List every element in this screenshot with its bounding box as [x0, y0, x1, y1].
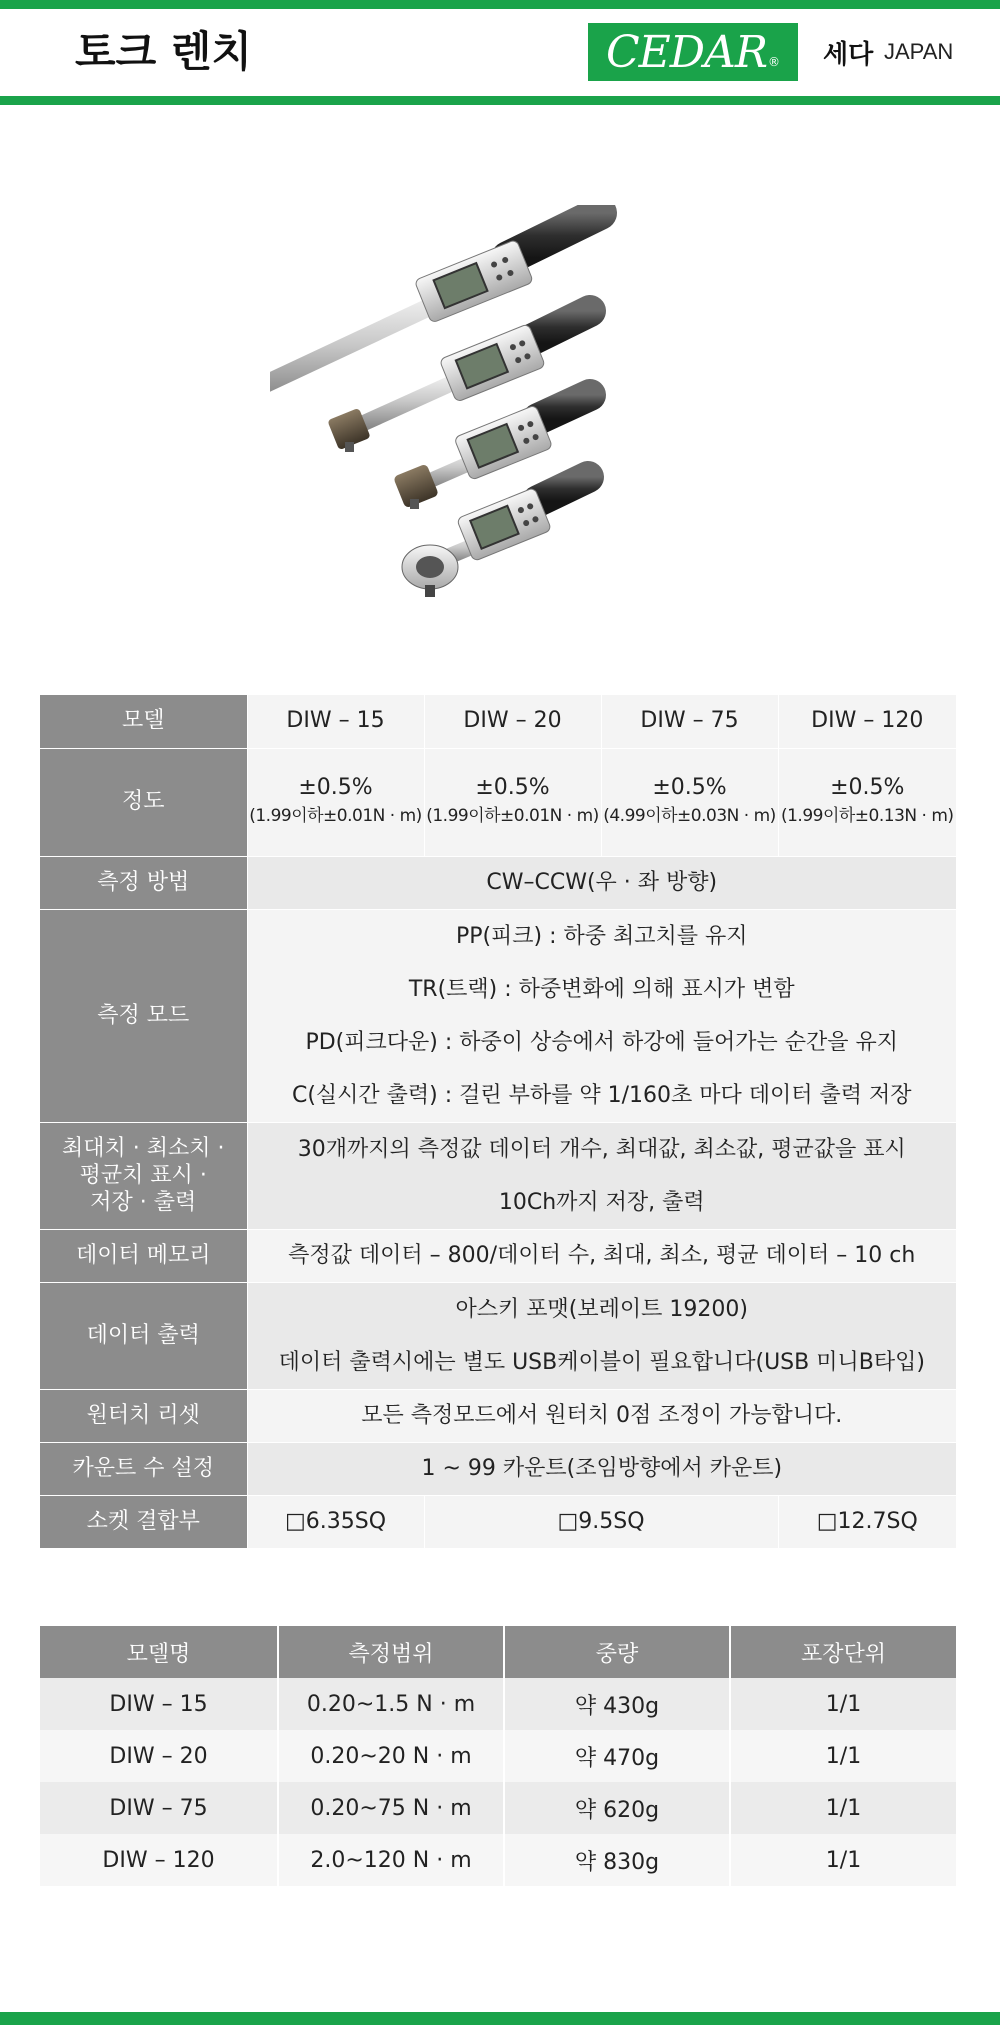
accuracy-value: ±0.5%: [298, 775, 373, 800]
spec-row-socket: [40, 1495, 956, 1548]
mode-line: PD(피크다운) : 하중이 상승에서 하강에 들어가는 순간을 유지: [305, 1029, 899, 1055]
output-line: 아스키 포맷(보레이트 19200): [455, 1296, 748, 1322]
registered-mark: ®: [767, 55, 780, 69]
range-cell: 0.20~75 N · m: [278, 1782, 504, 1834]
spec-stats-value: [247, 1122, 956, 1229]
table-row: [40, 1834, 956, 1886]
column-header: 포장단위: [730, 1626, 956, 1678]
spec-label-accuracy: 정도: [40, 748, 247, 856]
table-row: [40, 1782, 956, 1834]
accuracy-value: ±0.5%: [475, 775, 550, 800]
spec-reset-value: 모든 측정모드에서 원터치 0점 조정이 가능합니다.: [247, 1389, 956, 1442]
spec-memory-value: 측정값 데이터 – 800/데이터 수, 최대, 최소, 평균 데이터 – 10 ch: [247, 1229, 956, 1282]
spec-row-reset: [40, 1389, 956, 1442]
range-cell: 2.0~120 N · m: [278, 1834, 504, 1886]
digital-torque-wrench-set-icon: [270, 205, 730, 605]
table-row: [40, 1678, 956, 1730]
spec-mode-value: [247, 909, 956, 1122]
spec-row-output: [40, 1282, 956, 1389]
mode-line: C(실시간 출력) : 걸린 부하를 약 1/160초 마다 데이터 출력 저장: [291, 1082, 912, 1108]
spec-row-accuracy: [40, 748, 956, 856]
accuracy-note: (1.99이하±0.01N · m): [249, 806, 422, 826]
spec-model-cell: DIW – 75: [601, 695, 778, 748]
stats-label-line: 최대치 · 최소치 ·: [62, 1136, 225, 1161]
package-cell: 1/1: [730, 1834, 956, 1886]
brand-name-korean: 세다: [823, 40, 874, 70]
accuracy-note: (1.99이하±0.01N · m): [426, 806, 599, 826]
weight-cell: 약 470g: [504, 1730, 730, 1782]
spec-method-value: CW–CCW(우 · 좌 방향): [247, 856, 956, 909]
spec-label-reset: 원터치 리셋: [40, 1389, 247, 1442]
spec-row-method: [40, 856, 956, 909]
spec-count-value: 1 ~ 99 카운트(조임방향에서 카운트): [247, 1442, 956, 1495]
spec-table: [40, 695, 956, 1549]
model-name-cell: DIW – 75: [40, 1782, 278, 1834]
spec-label-count: 카운트 수 설정: [40, 1442, 247, 1495]
range-cell: 0.20~1.5 N · m: [278, 1678, 504, 1730]
spec-label-socket: 소켓 결합부: [40, 1495, 247, 1548]
model-table: [40, 1626, 956, 1886]
mode-line: TR(트랙) : 하중변화에 의해 표시가 변함: [408, 976, 795, 1002]
column-header: 중량: [504, 1626, 730, 1678]
spec-accuracy-cell: [247, 748, 424, 856]
model-name-cell: DIW – 20: [40, 1730, 278, 1782]
spec-output-value: [247, 1282, 956, 1389]
socket-cell: □9.5SQ: [424, 1495, 778, 1548]
spec-label-method: 측정 방법: [40, 856, 247, 909]
model-name-cell: DIW – 15: [40, 1678, 278, 1730]
spec-accuracy-cell: [424, 748, 601, 856]
spec-label-stats: [40, 1122, 247, 1229]
spec-label-model: 모델: [40, 695, 247, 748]
accuracy-value: ±0.5%: [652, 775, 727, 800]
weight-cell: 약 620g: [504, 1782, 730, 1834]
stats-line: 30개까지의 측정값 데이터 개수, 최대값, 최소값, 평균값을 표시: [297, 1136, 906, 1162]
cedar-logo: [588, 23, 798, 81]
socket-cell: □6.35SQ: [247, 1495, 424, 1548]
spec-row-memory: [40, 1229, 956, 1282]
stats-label-line: 평균치 표시 ·: [79, 1163, 207, 1188]
header-accent-bar: [0, 96, 1000, 105]
spec-accuracy-cell: [778, 748, 956, 856]
spec-model-cell: DIW – 120: [778, 695, 956, 748]
logo-wordmark: CEDAR: [606, 26, 767, 78]
range-cell: 0.20~20 N · m: [278, 1730, 504, 1782]
table-row: [40, 1730, 956, 1782]
spec-label-output: 데이터 출력: [40, 1282, 247, 1389]
column-header: 모델명: [40, 1626, 278, 1678]
accuracy-value: ±0.5%: [830, 775, 905, 800]
bottom-accent-bar: [0, 2012, 1000, 2025]
spec-model-cell: DIW – 20: [424, 695, 601, 748]
brand-name-english: JAPAN: [884, 39, 954, 64]
spec-row-mode: [40, 909, 956, 1122]
spec-row-stats: [40, 1122, 956, 1229]
model-table-header: [40, 1626, 956, 1678]
weight-cell: 약 830g: [504, 1834, 730, 1886]
stats-label-line: 저장 · 출력: [90, 1190, 197, 1215]
socket-cell: □12.7SQ: [778, 1495, 956, 1548]
spec-label-memory: 데이터 메모리: [40, 1229, 247, 1282]
weight-cell: 약 430g: [504, 1678, 730, 1730]
model-name-cell: DIW – 120: [40, 1834, 278, 1886]
package-cell: 1/1: [730, 1782, 956, 1834]
spec-accuracy-cell: [601, 748, 778, 856]
spec-label-mode: 측정 모드: [40, 909, 247, 1122]
spec-row-count: [40, 1442, 956, 1495]
package-cell: 1/1: [730, 1730, 956, 1782]
output-line: 데이터 출력시에는 별도 USB케이블이 필요합니다(USB 미니B타입): [278, 1349, 925, 1375]
accuracy-note: (1.99이하±0.13N · m): [780, 806, 954, 826]
column-header: 측정범위: [278, 1626, 504, 1678]
spec-row-model: [40, 695, 956, 748]
spec-model-cell: DIW – 15: [247, 695, 424, 748]
stats-line: 10Ch까지 저장, 출력: [498, 1189, 705, 1215]
package-cell: 1/1: [730, 1678, 956, 1730]
accuracy-note: (4.99이하±0.03N · m): [603, 806, 776, 826]
page-title: 토크 렌치: [75, 27, 252, 76]
mode-line: PP(피크) : 하중 최고치를 유지: [455, 923, 748, 949]
top-accent-bar: [0, 0, 1000, 9]
